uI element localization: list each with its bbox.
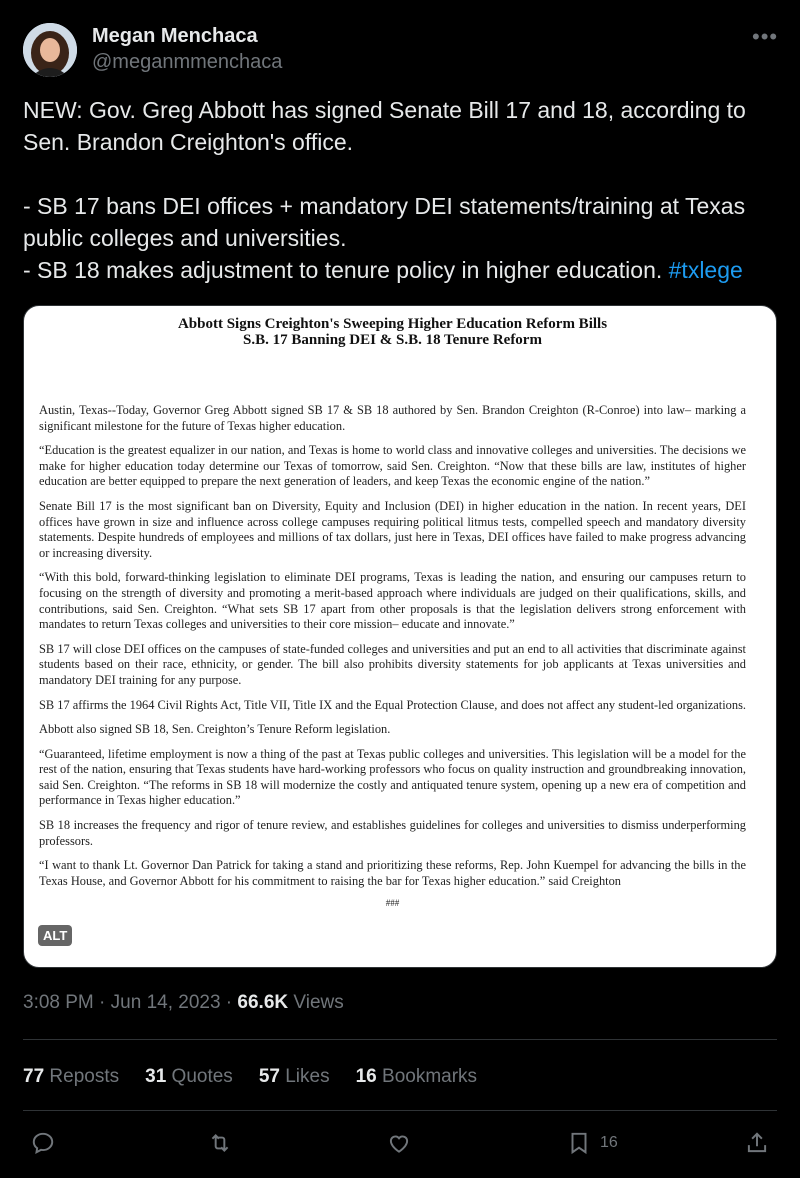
avatar-image	[23, 23, 77, 77]
reposts-stat[interactable]: 77 Reposts	[23, 1066, 120, 1087]
document-paragraph: “I want to thank Lt. Governor Dan Patrick for taking a stand and prioritizing these reforms, Rep. John Kuempel for advancing the bills in the Texas House, and Governor Abbott for his commitment to raising the bar for Texas higher education.” said Creighton	[39, 858, 746, 888]
document-paragraph: “Guaranteed, lifetime employment is now a thing of the past at Texas public colleges and universities. This legislation will be a model for the rest of the nation, ensuring that Texas students have hard-working professors who focus on quality instruction and groundbreaking innovation, said Sen. Creighton. “The reforms in SB 18 will modernize the costly and antiquated tenure system, opening up a new era of competition and performance in Texas higher education.”	[39, 746, 746, 808]
share-icon	[744, 1130, 770, 1156]
document-paragraph: SB 17 will close DEI offices on the campuses of state-funded colleges and universities and put an end to all activities that discriminate against students based on their race, ethnicity, or gender. The bill also prohibits diversity statements for job applicants at Texas universities and mandatory DEI training for any purpose.	[39, 641, 746, 687]
quotes-stat[interactable]: 31 Quotes	[145, 1066, 233, 1087]
tweet-line-1: NEW: Gov. Greg Abbott has signed Senate Bill 17 and 18, according to Sen. Brandon Creighton's office.	[23, 97, 746, 155]
reply-icon	[30, 1130, 56, 1156]
repost-icon	[207, 1130, 233, 1156]
bookmark-icon	[566, 1130, 592, 1156]
likes-stat[interactable]: 57 Likes	[258, 1066, 330, 1087]
alt-badge[interactable]: ALT	[38, 925, 72, 946]
hashtag-link[interactable]: #txlege	[668, 257, 743, 283]
document-paragraph: Senate Bill 17 is the most significant ban on Diversity, Equity and Inclusion (DEI) in higher education in the nation. In recent years, DEI offices have grown in size and influence across college campuses requiring political litmus tests, compelled speech and mandatory diversity statements. Despite hundreds of employees and millions of tax dollars, just here in Texas, DEI offices have failed to make progress advancing or increasing diversity.	[39, 498, 746, 560]
bookmark-count: 16	[600, 1134, 618, 1151]
avatar[interactable]	[23, 23, 77, 77]
tweet-text	[23, 94, 778, 286]
press-release-document	[24, 306, 776, 908]
tweet-line-3	[23, 254, 778, 286]
tweet-time[interactable]: 3:08 PM	[23, 992, 94, 1013]
share-button[interactable]	[744, 1127, 770, 1159]
engagement-stats	[23, 1066, 503, 1088]
document-title-2: S.B. 17 Banning DEI & S.B. 18 Tenure Reform	[243, 332, 542, 348]
divider	[23, 1039, 777, 1040]
bookmark-button[interactable]	[566, 1127, 618, 1159]
document-paragraph: “Education is the greatest equalizer in our nation, and Texas is home to world class and innovative colleges and universities. The decisions we make for higher education today determine our Texas of tomorrow, said Sen. Creighton. “Now that these bills are law, institutes of higher education are better equipped to prepare the next generation of leaders, and keep Texas the economic engine of the nation.”	[39, 443, 746, 489]
attached-image[interactable]	[23, 305, 777, 968]
views-count: 66.6K	[237, 992, 289, 1013]
document-end-mark: ###	[385, 898, 400, 909]
author-name[interactable]: Megan Menchaca	[92, 25, 258, 47]
document-title-1: Abbott Signs Creighton's Sweeping Higher Education Reform Bills	[177, 316, 608, 332]
document-paragraph: Abbott also signed SB 18, Sen. Creighton’s Tenure Reform legislation.	[39, 722, 391, 737]
more-icon[interactable]: •••	[752, 24, 779, 49]
divider	[23, 1110, 777, 1111]
document-paragraph: SB 17 affirms the 1964 Civil Rights Act, Title VII, Title IX and the Equal Protection Clause, and does not affect any student-led organizations.	[39, 697, 746, 712]
document-paragraph: Austin, Texas--Today, Governor Greg Abbott signed SB 17 & SB 18 authored by Sen. Brandon Creighton (R-Conroe) into law– marking a significant milestone for the future of Texas higher education.	[39, 403, 746, 433]
reply-button[interactable]	[30, 1127, 56, 1159]
tweet-line-3-text: - SB 18 makes adjustment to tenure policy in higher education.	[23, 257, 663, 283]
tweet-date[interactable]: Jun 14, 2023	[110, 992, 221, 1013]
document-paragraph: “With this bold, forward-thinking legislation to eliminate DEI programs, Texas is leading the nation, and ensuring our campuses return to focusing on the strength of diversity and promoting a merit-based approach where individuals are judged on their qualifications, skills, and contributions, said Sen. Creighton. “What sets SB 17 apart from other proposals is that the legislation delivers strong enforcement with mandates to return Texas colleges and universities to their core mission– educate and innovate.”	[39, 570, 746, 632]
tweet-line-2: - SB 17 bans DEI offices + mandatory DEI statements/training at Texas public colleges and universities.	[23, 193, 746, 251]
action-bar	[0, 1127, 800, 1159]
like-icon	[386, 1130, 412, 1156]
document-paragraph: SB 18 increases the frequency and rigor of tenure review, and establishes guidelines for colleges and universities to dismiss underperforming professors.	[39, 818, 746, 848]
bookmarks-stat[interactable]: 16 Bookmarks	[355, 1066, 478, 1087]
author-handle[interactable]: @meganmmenchaca	[92, 51, 283, 73]
repost-button[interactable]	[207, 1127, 233, 1159]
tweet-meta: 3:08 PM · Jun 14, 2023 · 66.6K Views	[23, 992, 344, 1013]
like-button[interactable]	[386, 1127, 412, 1159]
views-label: Views	[293, 992, 344, 1013]
